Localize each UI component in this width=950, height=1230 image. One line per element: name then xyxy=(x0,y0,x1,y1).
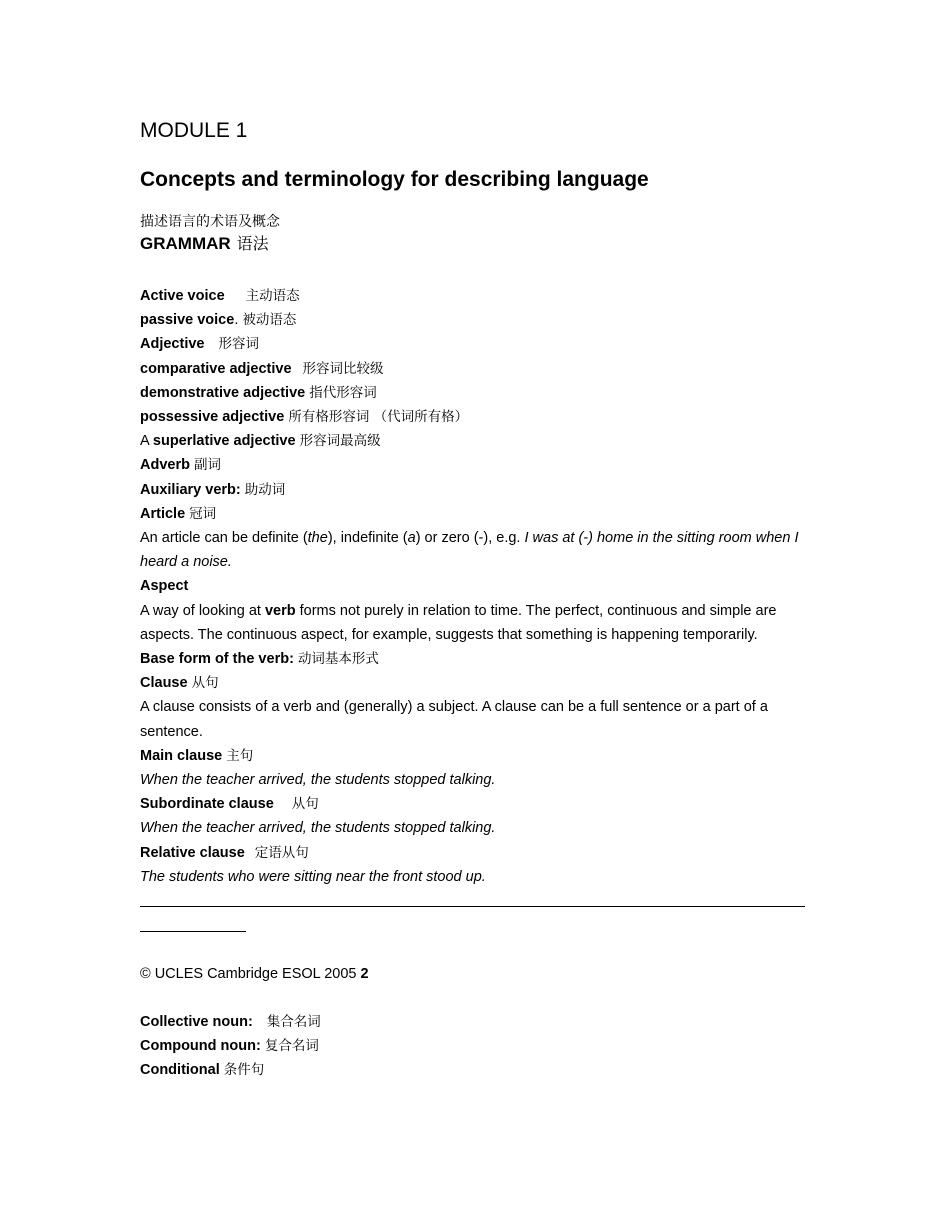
entry-translation: 被动语态 xyxy=(242,312,297,329)
glossary-entry xyxy=(140,308,820,332)
glossary-entry xyxy=(140,647,820,671)
entry-term: possessive adjective xyxy=(140,409,285,426)
glossary-entry xyxy=(140,332,820,356)
page-number: 2 xyxy=(360,966,369,982)
entry-translation: 所有格形容词 （代词所有格） xyxy=(288,409,469,426)
entry-translation: 动词基本形式 xyxy=(297,651,379,668)
glossary-entry xyxy=(140,284,820,308)
glossary-entry xyxy=(140,502,820,526)
example-text: The students who were sitting near the front stood up. xyxy=(140,868,486,885)
copyright-footer xyxy=(140,963,369,985)
example-text: When the teacher arrived, the students stopped talking. xyxy=(140,772,496,789)
entry-term: passive voice xyxy=(140,312,235,329)
entry-term: Main clause xyxy=(140,747,223,764)
entry-term: Base form of the verb: xyxy=(140,651,294,668)
module-heading: MODULE 1 xyxy=(140,119,248,142)
section-label: GRAMMAR xyxy=(140,234,231,253)
glossary-entry xyxy=(140,841,820,865)
glossary-entry xyxy=(140,429,820,453)
glossary-entry xyxy=(140,405,820,429)
article-example-the: the xyxy=(307,530,328,547)
article-text: ) or zero (-), e.g. xyxy=(415,530,525,547)
glossary-entry xyxy=(140,1034,820,1058)
article-description xyxy=(140,526,820,574)
entry-translation: 集合名词 xyxy=(266,1014,321,1030)
glossary-entry xyxy=(140,1058,820,1082)
entry-term: Collective noun: xyxy=(140,1014,253,1030)
section-label-chinese: 语法 xyxy=(236,234,269,253)
article-example-sentence: I was at (-) home in the sitting room when I heard a noise. xyxy=(140,530,799,571)
entry-translation: 助动词 xyxy=(244,481,286,498)
glossary-list xyxy=(140,284,820,889)
aspect-keyword: verb xyxy=(264,602,296,619)
entry-translation: 条件句 xyxy=(223,1062,265,1079)
glossary-entry xyxy=(140,574,820,598)
entry-translation: 定语从句 xyxy=(254,844,309,861)
glossary-entry xyxy=(140,1010,820,1034)
page-title: Concepts and terminology for describing language xyxy=(140,168,649,191)
glossary-entry xyxy=(140,357,820,381)
entry-term: Active voice xyxy=(140,288,225,304)
divider-line-short xyxy=(140,931,246,932)
article-example-a: a xyxy=(407,530,416,547)
glossary-entry xyxy=(140,744,820,768)
glossary-entry xyxy=(140,381,820,405)
copyright-text: © UCLES Cambridge ESOL 2005 xyxy=(140,966,361,982)
entry-translation: 主句 xyxy=(226,747,254,764)
entry-term: superlative adjective xyxy=(152,433,296,450)
entry-translation: 冠词 xyxy=(189,505,217,522)
glossary-entry xyxy=(140,453,820,477)
entry-translation: 指代形容词 xyxy=(309,384,377,401)
example-text: When the teacher arrived, the students stopped talking. xyxy=(140,820,496,837)
entry-translation: 副词 xyxy=(194,457,221,474)
aspect-description xyxy=(140,599,820,647)
entry-term: Relative clause xyxy=(140,844,245,861)
section-heading xyxy=(140,232,269,256)
aspect-text: A way of looking at xyxy=(140,602,265,619)
entry-term: Aspect xyxy=(140,578,189,595)
entry-term: Compound noun: xyxy=(140,1038,261,1055)
example-sentence xyxy=(140,816,820,840)
article-text: ), indefinite ( xyxy=(327,530,408,547)
entry-term: Adverb xyxy=(140,457,190,474)
divider-line xyxy=(140,906,805,907)
entry-term: demonstrative adjective xyxy=(140,384,306,401)
entry-translation: 复合名词 xyxy=(264,1038,319,1055)
entry-translation: 形容词最高级 xyxy=(299,433,381,450)
entry-translation: 主动语态 xyxy=(245,288,300,304)
entry-term: Clause xyxy=(140,675,188,692)
glossary-list-continued xyxy=(140,1010,820,1083)
entry-term: Subordinate clause xyxy=(140,796,274,813)
entry-term: Conditional xyxy=(140,1062,220,1079)
example-sentence xyxy=(140,865,820,889)
entry-separator: . xyxy=(234,312,239,329)
clause-description: A clause consists of a verb and (generally) a subject. A clause can be a full sentence or a part of a sentence. xyxy=(140,699,768,740)
glossary-entry xyxy=(140,478,820,502)
aspect-text: forms not purely in relation to time. The perfect, continuous and simple are aspects. The continuous aspect, for example, suggests that something is happening temporarily. xyxy=(140,602,777,643)
glossary-entry xyxy=(140,671,820,695)
article-text: An article can be definite ( xyxy=(140,530,308,547)
entry-translation: 形容词比较级 xyxy=(302,360,384,377)
entry-term: comparative adjective xyxy=(140,360,292,377)
glossary-entry xyxy=(140,792,820,816)
entry-translation: 形容词 xyxy=(218,336,259,353)
entry-term: Adjective xyxy=(140,336,205,353)
entry-term: Auxiliary verb: xyxy=(140,481,241,498)
entry-translation: 从句 xyxy=(291,796,319,813)
entry-translation: 从句 xyxy=(191,675,219,692)
entry-term: Article xyxy=(140,505,186,522)
entry-prefix: A xyxy=(140,433,153,450)
example-sentence xyxy=(140,768,820,792)
subtitle-chinese: 描述语言的术语及概念 xyxy=(140,214,280,230)
